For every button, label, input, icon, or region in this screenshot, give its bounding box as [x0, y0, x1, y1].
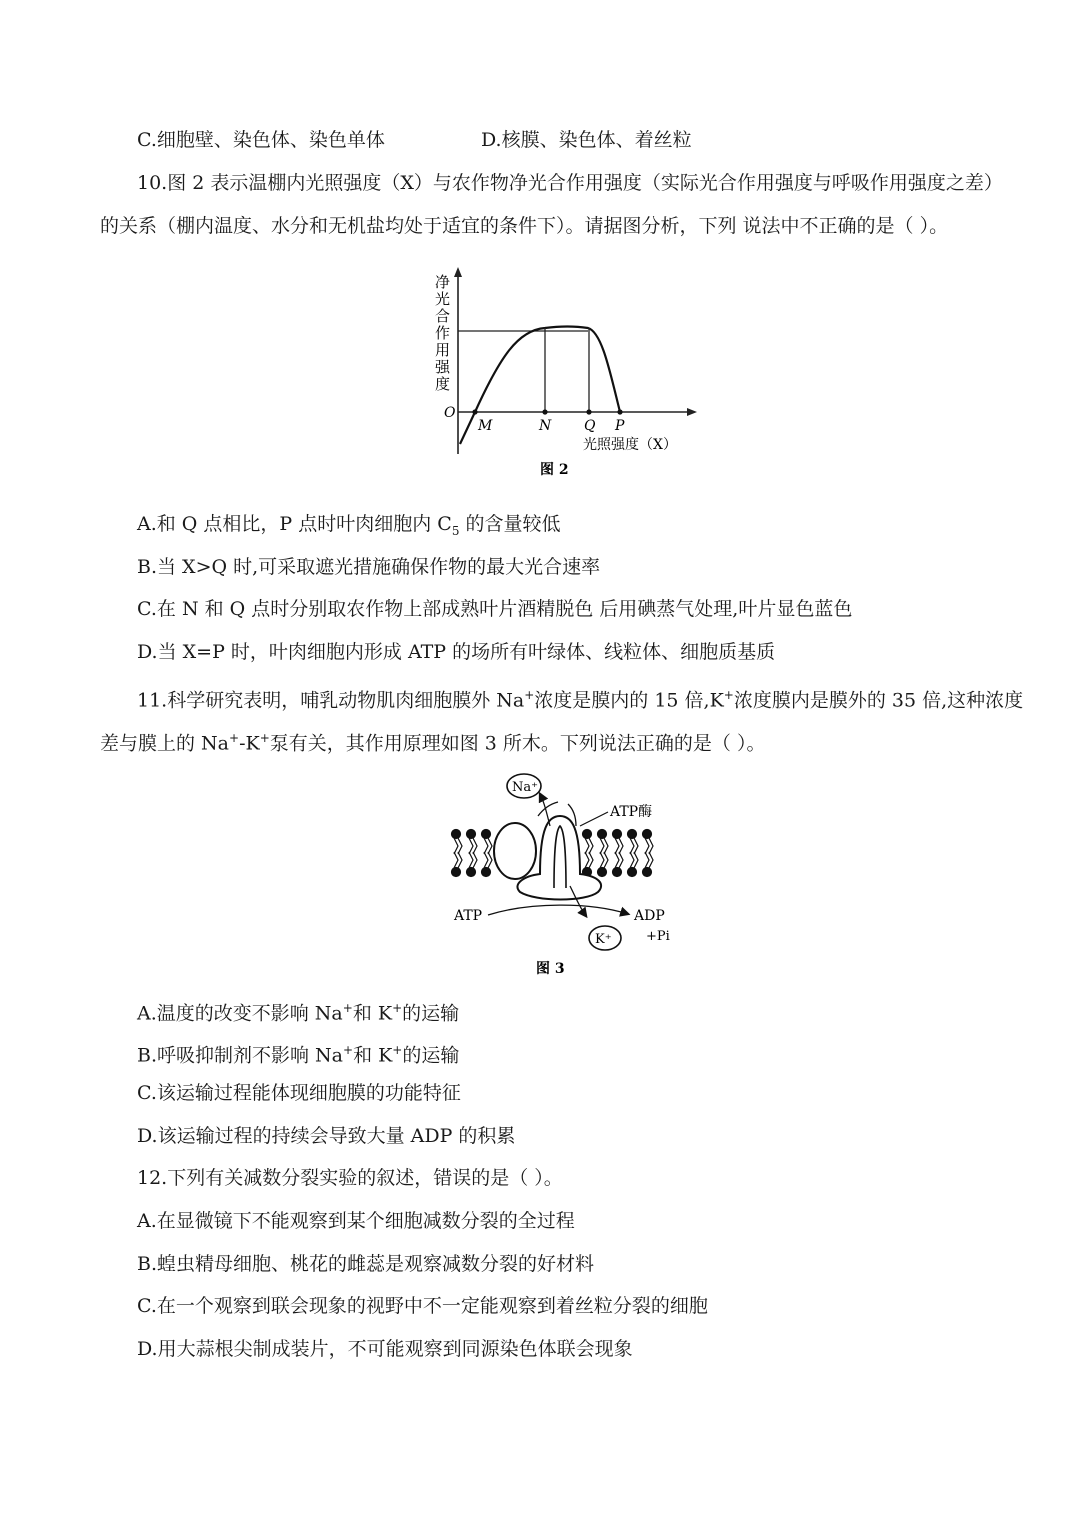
atp-label: ATP — [454, 908, 483, 924]
plus-sup: + — [524, 688, 535, 702]
q11-option-a-text: A.温度的改变不影响 Na — [137, 1002, 343, 1025]
q11-option-d: D.该运输过程的持续会导致大量 ADP 的积累 — [137, 1125, 516, 1147]
c5-subscript: 5 — [451, 523, 460, 538]
q10-stem-line1: 10.图 2 表示温棚内光照强度（X）与农作物净光合作用强度（实际光合作用强度与呼吸作用强度之差） — [137, 172, 1003, 194]
figure-2-caption: 图 2 — [540, 462, 569, 478]
ylabel-char: 光 — [435, 290, 451, 308]
figure-2-light-curve — [420, 262, 700, 487]
xlabel: 光照强度（X） — [583, 437, 677, 453]
q11-option-a-tail: 的运输 — [402, 1002, 460, 1025]
q11-stem-part: 浓度膜内是膜外的 35 倍,这种浓度 — [733, 689, 1024, 712]
y-axis-arrow — [454, 267, 462, 277]
point-p-label: P — [615, 418, 625, 434]
point-q-dot — [586, 409, 591, 414]
q11-stem-line2 — [100, 726, 765, 755]
plus-sup: + — [342, 1001, 353, 1015]
q9-option-d: D.核膜、染色体、着丝粒 — [481, 129, 692, 151]
q11-stem-line1 — [137, 683, 1023, 712]
q11-option-b — [137, 1038, 459, 1067]
x-axis-arrow — [687, 408, 697, 416]
point-q-label: Q — [584, 418, 596, 434]
atp-to-adp-arrow — [488, 905, 628, 915]
plus-sup: + — [343, 1043, 354, 1057]
plus-sup: + — [259, 731, 270, 745]
figure-3-caption: 图 3 — [536, 961, 565, 977]
atpase-pointer — [580, 812, 608, 826]
lipid-bilayer-right — [583, 830, 654, 877]
plus-sup: + — [723, 688, 734, 702]
membrane-protein — [494, 823, 536, 879]
q11-stem-part: 泵有关，其作用原理如图 3 所木。下列说法正确的是（ ）。 — [269, 732, 766, 755]
point-p-dot — [617, 409, 622, 414]
point-m-label: M — [478, 418, 493, 434]
q9-option-c: C.细胞壁、染色体、染色单体 — [137, 129, 385, 151]
q12-option-c: C.在一个观察到联会现象的视野中不一定能观察到着丝粒分裂的细胞 — [137, 1295, 708, 1317]
q10-option-a-text: A.和 Q 点相比，P 点时叶肉细胞内 C — [137, 513, 452, 535]
ylabel-char: 强 — [435, 358, 451, 376]
q11-stem-part: 11.科学研究表明，哺乳动物肌肉细胞膜外 Na — [137, 689, 525, 712]
q12-option-b: B.蝗虫精母细胞、桃花的雌蕊是观察减数分裂的好材料 — [137, 1253, 595, 1275]
plus-sup: + — [392, 1001, 403, 1015]
ylabel-char: 合 — [435, 307, 451, 325]
ylabel-char: 度 — [435, 375, 451, 393]
q10-option-c: C.在 N 和 Q 点时分别取农作物上部成熟叶片酒精脱色 后用碘蒸气处理,叶片显色蓝色 — [137, 598, 853, 620]
adp-label: ADP — [634, 908, 665, 924]
pi-label: +Pi — [646, 929, 670, 944]
plus-sup: + — [229, 731, 240, 745]
q12-stem: 12.下列有关减数分裂实验的叙述，错误的是（ ）。 — [137, 1167, 563, 1189]
point-m-dot — [472, 409, 477, 414]
ylabel-char: 净 — [435, 273, 451, 291]
q11-option-b-mid: 和 K — [353, 1044, 393, 1067]
ylabel-char: 作 — [435, 324, 451, 342]
na-exit-arrow — [540, 794, 550, 826]
q11-option-b-tail: 的运输 — [402, 1044, 460, 1067]
atpase-label: ATP酶 — [610, 804, 653, 820]
point-n-label: N — [539, 418, 552, 434]
q11-stem-part: -K — [239, 732, 260, 755]
na-entry-arc — [538, 802, 558, 816]
q10-option-a-tail: 的含量较低 — [459, 513, 561, 535]
q11-option-a-mid: 和 K — [352, 1002, 393, 1025]
q11-stem-part: 差与膜上的 Na — [100, 732, 229, 755]
q12-option-d: D.用大蒜根尖制成装片，不可能观察到同源染色体联会现象 — [137, 1338, 633, 1360]
ylabel-char: 用 — [435, 341, 451, 359]
q10-option-a — [137, 512, 561, 543]
q11-option-c: C.该运输过程能体现细胞膜的功能特征 — [137, 1082, 461, 1104]
q10-option-d: D.当 X=P 时，叶肉细胞内形成 ATP 的场所有叶绿体、线粒体、细胞质基质 — [137, 641, 776, 663]
plus-sup: + — [392, 1043, 403, 1057]
q11-option-b-text: B.呼吸抑制剂不影响 Na — [137, 1044, 343, 1067]
q10-stem-line2: 的关系（棚内温度、水分和无机盐均处于适宜的条件下）。请据图分析，下列 说法中不正确的是（ ）。 — [100, 215, 949, 237]
k-label: K⁺ — [595, 932, 612, 947]
na-label: Na⁺ — [512, 780, 538, 795]
q11-stem-part: 浓度是膜内的 15 倍,K — [534, 689, 724, 712]
origin-label: O — [444, 405, 456, 421]
figure-3-na-k-pump — [440, 768, 680, 980]
q12-option-a: A.在显微镜下不能观察到某个细胞减数分裂的全过程 — [137, 1210, 575, 1232]
q11-option-a — [137, 996, 459, 1025]
point-n-dot — [542, 409, 547, 414]
lipid-bilayer-left — [452, 830, 493, 877]
q10-option-b: B.当 X>Q 时,可采取遮光措施确保作物的最大光合速率 — [137, 556, 601, 578]
